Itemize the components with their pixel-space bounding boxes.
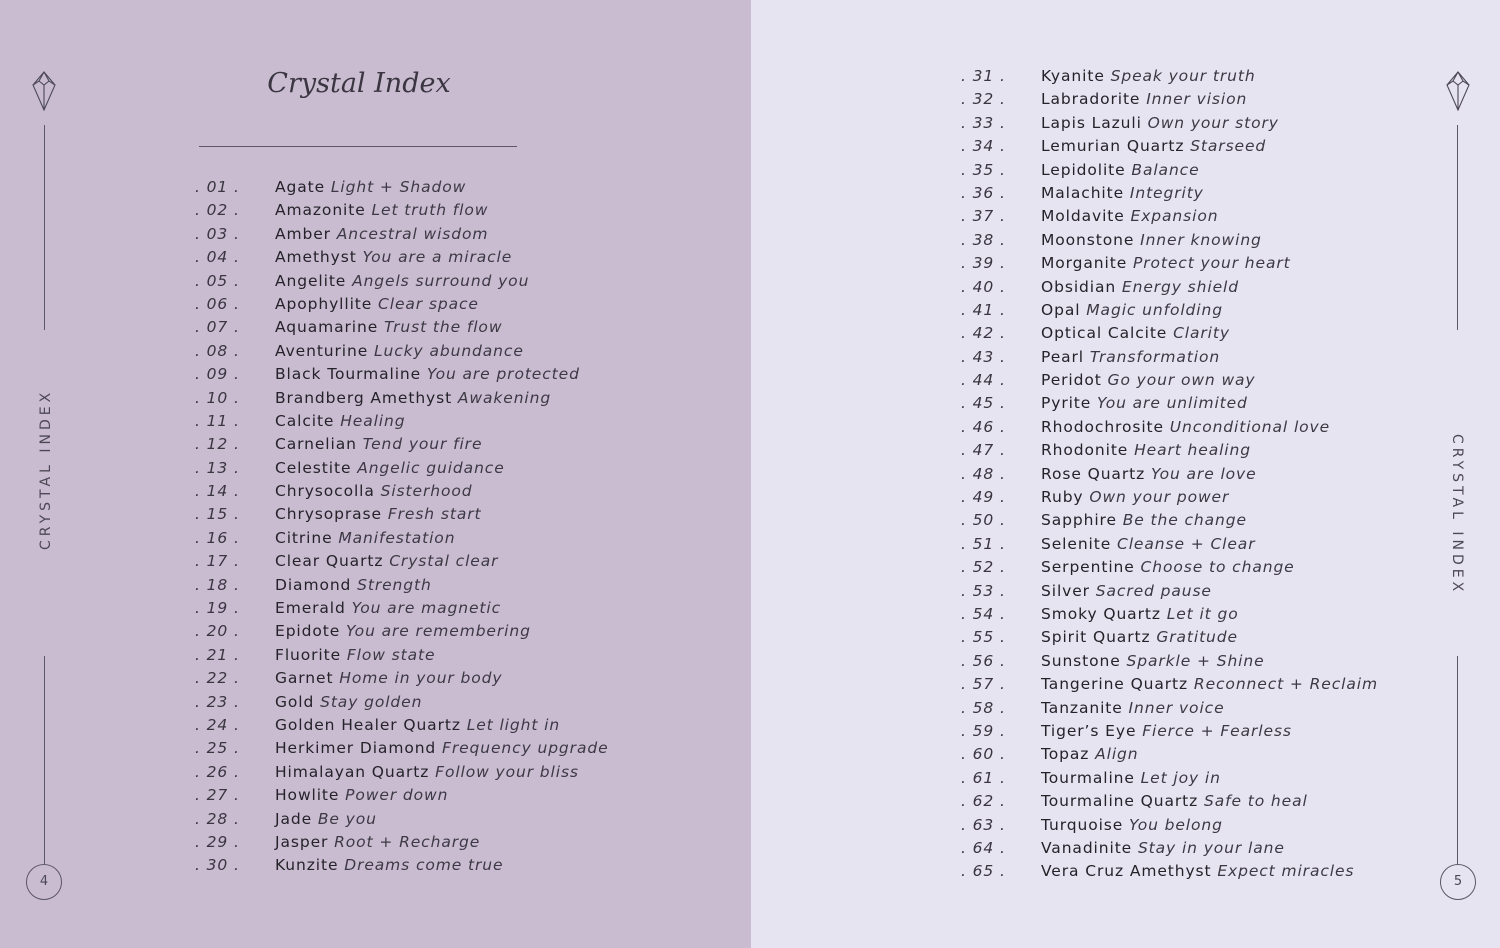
- crystal-meaning: Follow your bliss: [435, 762, 579, 781]
- crystal-name: Gold: [275, 692, 315, 711]
- index-entry: [961, 205, 1378, 228]
- entry-number: . 01 .: [195, 178, 240, 196]
- entry-number: . 20 .: [195, 622, 240, 641]
- crystal-name: Lepidolite: [1041, 160, 1126, 179]
- index-entry: [195, 550, 609, 573]
- entry-number: . 48 .: [961, 464, 1006, 483]
- entry-number: . 60 .: [961, 745, 1006, 764]
- crystal-meaning: Be you: [317, 809, 377, 828]
- crystal-name: Tiger’s Eye: [1041, 721, 1137, 740]
- crystal-meaning: Starseed: [1190, 137, 1267, 156]
- crystal-name: Amazonite: [275, 201, 366, 220]
- crystal-name: Black Tourmaline: [275, 365, 422, 384]
- index-entry: [195, 761, 609, 784]
- crystal-meaning: Stay in your lane: [1137, 838, 1285, 857]
- entry-number: . 28 .: [195, 809, 240, 828]
- crystal-name: Epidote: [275, 622, 341, 641]
- index-entry: [195, 363, 609, 386]
- index-entry: [961, 276, 1378, 299]
- crystal-meaning: You belong: [1129, 815, 1223, 834]
- crystal-meaning: Angelic guidance: [357, 458, 505, 477]
- crystal-name: Moonstone: [1041, 230, 1135, 249]
- side-divider-bottom: [44, 656, 45, 864]
- index-entry: [961, 580, 1378, 603]
- crystal-name: Selenite: [1041, 534, 1112, 553]
- crystal-meaning: Sisterhood: [380, 482, 473, 501]
- entry-number: . 07 .: [195, 318, 240, 337]
- index-entry: [195, 457, 609, 480]
- crystal-meaning: Root + Recharge: [334, 832, 481, 851]
- crystal-name: Garnet: [275, 669, 334, 688]
- entry-number: . 04 .: [195, 248, 240, 267]
- index-entry: [961, 790, 1378, 813]
- entry-number: . 43 .: [961, 347, 1006, 366]
- entry-number: . 16 .: [195, 528, 240, 547]
- entry-number: . 33 .: [961, 113, 1006, 132]
- crystal-name: Rhodochrosite: [1041, 417, 1164, 436]
- crystal-meaning: Power down: [345, 786, 449, 805]
- entry-number: . 14 .: [195, 482, 240, 501]
- entry-number: . 54 .: [961, 604, 1006, 623]
- entry-number: . 58 .: [961, 698, 1006, 717]
- crystal-meaning: Ancestral wisdom: [336, 224, 489, 243]
- crystal-meaning: Transformation: [1089, 347, 1221, 366]
- crystal-meaning: Flow state: [346, 645, 436, 664]
- entry-number: . 65 .: [961, 862, 1006, 881]
- crystal-icon: [31, 71, 57, 111]
- entry-number: . 57 .: [961, 675, 1006, 694]
- side-divider-top: [1457, 125, 1458, 330]
- index-entry: [195, 574, 609, 597]
- crystal-name: Amethyst: [275, 248, 357, 267]
- crystal-meaning: Choose to change: [1140, 558, 1295, 577]
- entry-number: . 11 .: [195, 411, 240, 430]
- index-entry: [195, 854, 609, 877]
- index-entry: [961, 439, 1378, 462]
- crystal-name: Agate: [275, 178, 326, 196]
- entry-number: . 35 .: [961, 160, 1006, 179]
- entry-number: . 62 .: [961, 792, 1006, 811]
- page-title: Crystal Index: [267, 68, 451, 99]
- entry-number: . 08 .: [195, 341, 240, 360]
- entry-number: . 51 .: [961, 534, 1006, 553]
- crystal-meaning: Healing: [340, 411, 406, 430]
- index-entry: [195, 199, 609, 222]
- crystal-meaning: Inner voice: [1128, 698, 1225, 717]
- index-entry: [961, 533, 1378, 556]
- crystal-name: Kunzite: [275, 856, 339, 875]
- crystal-name: Optical Calcite: [1041, 324, 1168, 343]
- crystal-name: Clear Quartz: [275, 552, 384, 571]
- crystal-name: Topaz: [1041, 745, 1090, 764]
- page-number: 4: [26, 864, 62, 900]
- crystal-meaning: Lucky abundance: [374, 341, 524, 360]
- crystal-name: Howlite: [275, 786, 340, 805]
- entry-number: . 56 .: [961, 651, 1006, 670]
- side-divider-bottom: [1457, 656, 1458, 864]
- crystal-meaning: Angels surround you: [352, 271, 530, 290]
- index-entry: [961, 509, 1378, 532]
- entry-number: . 40 .: [961, 277, 1006, 296]
- crystal-meaning: Magic unfolding: [1086, 300, 1223, 319]
- entry-number: . 34 .: [961, 137, 1006, 156]
- crystal-name: Moldavite: [1041, 207, 1125, 226]
- entry-number: . 27 .: [195, 786, 240, 805]
- crystal-meaning: Heart healing: [1134, 441, 1251, 460]
- crystal-name: Herkimer Diamond: [275, 739, 437, 758]
- index-entry: [195, 644, 609, 667]
- crystal-meaning: Crystal clear: [389, 552, 499, 571]
- index-entry: [195, 223, 609, 246]
- crystal-meaning: Awakening: [457, 388, 552, 407]
- crystal-meaning: Frequency upgrade: [442, 739, 609, 758]
- crystal-name: Jasper: [275, 832, 329, 851]
- crystal-meaning: Expect miracles: [1217, 862, 1355, 881]
- crystal-name: Calcite: [275, 411, 335, 430]
- title-divider: [199, 146, 517, 147]
- crystal-meaning: Inner vision: [1146, 90, 1248, 109]
- crystal-name: Angelite: [275, 271, 347, 290]
- entry-number: . 21 .: [195, 645, 240, 664]
- crystal-name: Kyanite: [1041, 67, 1105, 85]
- crystal-name: Sunstone: [1041, 651, 1121, 670]
- crystal-meaning: Clarity: [1173, 324, 1230, 343]
- entry-number: . 05 .: [195, 271, 240, 290]
- entry-number: . 30 .: [195, 856, 240, 875]
- crystal-meaning: Manifestation: [338, 528, 456, 547]
- crystal-name: Fluorite: [275, 645, 342, 664]
- crystal-meaning: Be the change: [1122, 511, 1247, 530]
- crystal-name: Rose Quartz: [1041, 464, 1146, 483]
- index-entry: [961, 392, 1378, 415]
- entry-number: . 18 .: [195, 575, 240, 594]
- crystal-meaning: Sacred pause: [1095, 581, 1212, 600]
- entry-number: . 45 .: [961, 394, 1006, 413]
- entry-number: . 47 .: [961, 441, 1006, 460]
- index-entry: [195, 176, 609, 199]
- crystal-meaning: Reconnect + Reclaim: [1193, 675, 1378, 694]
- entry-number: . 42 .: [961, 324, 1006, 343]
- entry-number: . 03 .: [195, 224, 240, 243]
- index-entry: [961, 159, 1378, 182]
- crystal-meaning: Own your story: [1147, 113, 1279, 132]
- entry-number: . 31 .: [961, 67, 1006, 85]
- entry-number: . 49 .: [961, 488, 1006, 507]
- crystal-meaning: You are protected: [426, 365, 580, 384]
- page-number: 5: [1440, 864, 1476, 900]
- entry-number: . 22 .: [195, 669, 240, 688]
- index-entry: [195, 597, 609, 620]
- index-entry: [195, 714, 609, 737]
- index-entry: [195, 784, 609, 807]
- entry-number: . 36 .: [961, 183, 1006, 202]
- index-entry: [961, 322, 1378, 345]
- entry-number: . 17 .: [195, 552, 240, 571]
- entry-number: . 19 .: [195, 599, 240, 618]
- index-entry: [961, 463, 1378, 486]
- crystal-meaning: You are magnetic: [351, 599, 502, 618]
- crystal-name: Chrysoprase: [275, 505, 382, 524]
- entry-number: . 44 .: [961, 371, 1006, 390]
- crystal-name: Turquoise: [1041, 815, 1124, 834]
- index-entry: [961, 112, 1378, 135]
- index-entry: [961, 860, 1378, 883]
- entry-number: . 15 .: [195, 505, 240, 524]
- index-entry: [195, 737, 609, 760]
- crystal-name: Tourmaline: [1041, 768, 1135, 787]
- index-entry: [195, 246, 609, 269]
- index-entry: [961, 299, 1378, 322]
- index-entry: [961, 369, 1378, 392]
- entry-number: . 10 .: [195, 388, 240, 407]
- entry-number: . 53 .: [961, 581, 1006, 600]
- crystal-name: Jade: [275, 809, 313, 828]
- entry-number: . 02 .: [195, 201, 240, 220]
- index-entry: [961, 88, 1378, 111]
- entry-number: . 59 .: [961, 721, 1006, 740]
- index-entry: [195, 387, 609, 410]
- entry-number: . 09 .: [195, 365, 240, 384]
- crystal-name: Pearl: [1041, 347, 1085, 366]
- entry-number: . 38 .: [961, 230, 1006, 249]
- crystal-meaning: Let it go: [1166, 604, 1239, 623]
- index-entry: [195, 667, 609, 690]
- crystal-name: Vera Cruz Amethyst: [1041, 862, 1212, 881]
- right-page: [751, 0, 1500, 948]
- entry-number: . 13 .: [195, 458, 240, 477]
- crystal-name: Citrine: [275, 528, 333, 547]
- index-entry: [961, 626, 1378, 649]
- crystal-meaning: Let truth flow: [371, 201, 489, 220]
- crystal-meaning: Unconditional love: [1169, 417, 1331, 436]
- index-entry: [195, 831, 609, 854]
- crystal-name: Opal: [1041, 300, 1081, 319]
- index-entry: [961, 556, 1378, 579]
- crystal-name: Sapphire: [1041, 511, 1117, 530]
- entry-number: . 64 .: [961, 838, 1006, 857]
- crystal-name: Aquamarine: [275, 318, 379, 337]
- index-entry: [195, 433, 609, 456]
- crystal-meaning: Stay golden: [320, 692, 423, 711]
- crystal-name: Vanadinite: [1041, 838, 1133, 857]
- entry-number: . 32 .: [961, 90, 1006, 109]
- crystal-meaning: Strength: [357, 575, 432, 594]
- index-entry: [961, 346, 1378, 369]
- entry-number: . 12 .: [195, 435, 240, 454]
- entry-number: . 61 .: [961, 768, 1006, 787]
- crystal-icon: [1445, 71, 1471, 111]
- crystal-name: Malachite: [1041, 183, 1125, 202]
- crystal-name: Amber: [275, 224, 331, 243]
- crystal-index-list-left: [195, 176, 609, 878]
- index-entry: [195, 316, 609, 339]
- crystal-meaning: Sparkle + Shine: [1126, 651, 1265, 670]
- index-entry: [961, 697, 1378, 720]
- side-label: CRYSTAL INDEX: [1449, 434, 1465, 596]
- crystal-name: Lemurian Quartz: [1041, 137, 1185, 156]
- index-entry: [961, 814, 1378, 837]
- crystal-meaning: Align: [1095, 745, 1139, 764]
- index-entry: [961, 673, 1378, 696]
- index-entry: [961, 182, 1378, 205]
- entry-number: . 25 .: [195, 739, 240, 758]
- crystal-name: Himalayan Quartz: [275, 762, 430, 781]
- crystal-meaning: Integrity: [1129, 183, 1204, 202]
- index-entry: [195, 620, 609, 643]
- crystal-name: Chrysocolla: [275, 482, 375, 501]
- crystal-name: Peridot: [1041, 371, 1102, 390]
- crystal-name: Diamond: [275, 575, 352, 594]
- crystal-meaning: You are remembering: [346, 622, 531, 641]
- crystal-name: Lapis Lazuli: [1041, 113, 1142, 132]
- crystal-meaning: Safe to heal: [1203, 792, 1308, 811]
- crystal-index-list-right: [961, 65, 1378, 884]
- index-entry: [195, 527, 609, 550]
- index-entry: [195, 808, 609, 831]
- entry-number: . 06 .: [195, 294, 240, 313]
- crystal-meaning: Protect your heart: [1132, 254, 1291, 273]
- crystal-meaning: Fresh start: [387, 505, 482, 524]
- crystal-meaning: You are love: [1150, 464, 1257, 483]
- entry-number: . 24 .: [195, 715, 240, 734]
- crystal-name: Silver: [1041, 581, 1090, 600]
- index-entry: [195, 503, 609, 526]
- index-entry: [961, 65, 1378, 88]
- entry-number: . 41 .: [961, 300, 1006, 319]
- crystal-name: Emerald: [275, 599, 346, 618]
- index-entry: [961, 252, 1378, 275]
- entry-number: . 37 .: [961, 207, 1006, 226]
- index-entry: [961, 720, 1378, 743]
- crystal-meaning: Inner knowing: [1140, 230, 1262, 249]
- crystal-meaning: Let light in: [466, 715, 561, 734]
- index-entry: [195, 691, 609, 714]
- index-entry: [195, 410, 609, 433]
- side-divider-top: [44, 125, 45, 330]
- crystal-name: Brandberg Amethyst: [275, 388, 453, 407]
- crystal-name: Obsidian: [1041, 277, 1117, 296]
- crystal-name: Morganite: [1041, 254, 1128, 273]
- entry-number: . 29 .: [195, 832, 240, 851]
- crystal-meaning: You are unlimited: [1097, 394, 1248, 413]
- crystal-name: Smoky Quartz: [1041, 604, 1161, 623]
- crystal-meaning: Energy shield: [1121, 277, 1239, 296]
- entry-number: . 39 .: [961, 254, 1006, 273]
- entry-number: . 52 .: [961, 558, 1006, 577]
- crystal-name: Ruby: [1041, 488, 1084, 507]
- index-entry: [195, 270, 609, 293]
- index-entry: [961, 650, 1378, 673]
- crystal-meaning: You are a miracle: [362, 248, 513, 267]
- index-entry: [961, 603, 1378, 626]
- index-entry: [195, 480, 609, 503]
- crystal-name: Pyrite: [1041, 394, 1092, 413]
- crystal-meaning: Fierce + Fearless: [1142, 721, 1292, 740]
- crystal-name: Rhodonite: [1041, 441, 1129, 460]
- index-entry: [961, 135, 1378, 158]
- index-entry: [195, 293, 609, 316]
- side-label: CRYSTAL INDEX: [38, 388, 54, 550]
- crystal-meaning: Own your power: [1089, 488, 1230, 507]
- crystal-name: Labradorite: [1041, 90, 1141, 109]
- crystal-meaning: Gratitude: [1156, 628, 1238, 647]
- entry-number: . 50 .: [961, 511, 1006, 530]
- crystal-name: Aventurine: [275, 341, 369, 360]
- entry-number: . 26 .: [195, 762, 240, 781]
- index-entry: [961, 229, 1378, 252]
- crystal-name: Serpentine: [1041, 558, 1135, 577]
- crystal-meaning: Home in your body: [339, 669, 503, 688]
- index-entry: [961, 743, 1378, 766]
- crystal-name: Tangerine Quartz: [1041, 675, 1189, 694]
- crystal-meaning: Speak your truth: [1110, 67, 1256, 85]
- crystal-name: Golden Healer Quartz: [275, 715, 461, 734]
- index-entry: [961, 837, 1378, 860]
- crystal-meaning: Let joy in: [1140, 768, 1221, 787]
- crystal-meaning: Light + Shadow: [330, 178, 467, 196]
- index-entry: [961, 767, 1378, 790]
- crystal-meaning: Clear space: [378, 294, 479, 313]
- index-entry: [961, 416, 1378, 439]
- crystal-meaning: Balance: [1131, 160, 1200, 179]
- crystal-name: Tanzanite: [1041, 698, 1123, 717]
- crystal-name: Tourmaline Quartz: [1041, 792, 1199, 811]
- entry-number: . 23 .: [195, 692, 240, 711]
- entry-number: . 55 .: [961, 628, 1006, 647]
- crystal-name: Celestite: [275, 458, 352, 477]
- crystal-name: Carnelian: [275, 435, 357, 454]
- crystal-meaning: Dreams come true: [344, 856, 504, 875]
- index-entry: [961, 486, 1378, 509]
- index-entry: [195, 340, 609, 363]
- entry-number: . 63 .: [961, 815, 1006, 834]
- crystal-meaning: Go your own way: [1107, 371, 1256, 390]
- crystal-name: Spirit Quartz: [1041, 628, 1151, 647]
- crystal-meaning: Trust the flow: [383, 318, 503, 337]
- crystal-meaning: Tend your fire: [362, 435, 483, 454]
- crystal-name: Apophyllite: [275, 294, 373, 313]
- entry-number: . 46 .: [961, 417, 1006, 436]
- crystal-meaning: Expansion: [1130, 207, 1219, 226]
- crystal-meaning: Cleanse + Clear: [1117, 534, 1256, 553]
